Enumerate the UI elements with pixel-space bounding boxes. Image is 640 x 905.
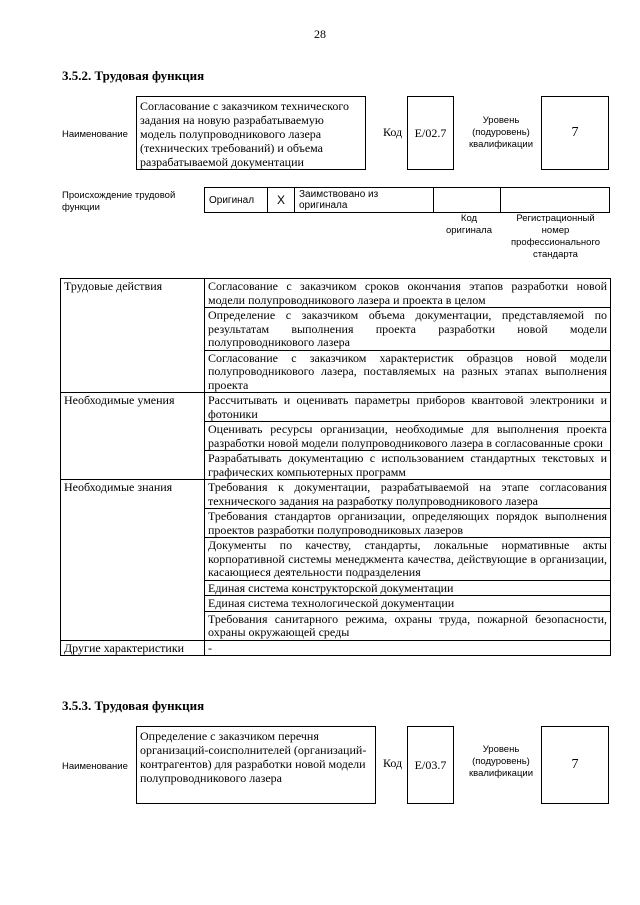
origin-table — [204, 187, 610, 213]
page-number: 28 — [314, 27, 326, 41]
list-item: - — [205, 640, 611, 656]
name-label: Наименование — [62, 129, 128, 140]
function-name-box: Согласование с заказчиком технического задания на новую разрабатываемую модель полупроводникового лазера (технических требований) и объема разрабатываемой документации — [136, 96, 366, 170]
qualification-level-box: 7 — [541, 96, 609, 170]
reg-number-cell — [501, 188, 610, 213]
level-label: Уровень (подуровень) квалификации — [468, 115, 534, 150]
list-item: Требования санитарного режима, охраны труда, пожарной безопасности, охраны окружающей среды — [205, 611, 611, 640]
category-other: Другие характеристики — [61, 640, 205, 656]
section-title-3-5-3: 3.5.3. Трудовая функция — [62, 698, 205, 713]
code-label: Код — [383, 125, 403, 139]
table-row — [61, 480, 611, 509]
list-item: Оценивать ресурсы организации, необходимые для выполнения проекта разработки новой модели полупроводникового лазера в согласованные сроки — [205, 422, 611, 451]
code-of-original-cell — [434, 188, 501, 213]
qualification-level-box-2: 7 — [541, 726, 609, 804]
category-labor-actions: Трудовые действия — [61, 279, 205, 393]
code-label-2: Код — [383, 756, 403, 770]
reg-number-label: Регистрационный номер профессионального стандарта — [511, 213, 600, 260]
list-item: Требования стандартов организации, определяющих порядок выполнения проектов разработки полупроводниковых лазеров — [205, 509, 611, 538]
table-row — [61, 279, 611, 308]
table-row — [61, 393, 611, 422]
borrowed-label: Заимствовано из оригинала — [295, 188, 434, 213]
list-item: Единая система технологической документации — [205, 596, 611, 612]
list-item: Согласование с заказчиком сроков окончания этапов разработки новой модели полупроводникового лазера и проекта в целом — [205, 279, 611, 308]
code-of-original-label: Код оригинала — [445, 213, 492, 236]
category-required-knowledge: Необходимые знания — [61, 480, 205, 641]
list-item: Рассчитывать и оценивать параметры приборов квантовой электроники и фотоники — [205, 393, 611, 422]
category-required-skills: Необходимые умения — [61, 393, 205, 480]
list-item: Определение с заказчиком объема документации, представляемой по результатам выполнения проекта разработки новой модели полупроводникового лазера — [205, 308, 611, 351]
function-details-table — [60, 278, 611, 656]
original-label: Оригинал — [205, 188, 268, 213]
name-label-2: Наименование — [62, 761, 128, 772]
list-item: Согласование с заказчиком характеристик образцов новой модели полупроводникового лазера, поставляемых на разных этапах выполнения проекта — [205, 350, 611, 393]
list-item: Требования к документации, разрабатываемой на этапе согласования технического задания на разработку полупроводникового лазера — [205, 480, 611, 509]
origin-label: Происхождение трудовой функции — [62, 190, 176, 213]
function-name-box-2: Определение с заказчиком перечня организаций-соисполнителей (организаций-контрагентов) для разработки новой модели полупроводникового лазера — [136, 726, 376, 804]
original-mark: X — [268, 188, 295, 213]
level-label-2: Уровень (подуровень) квалификации — [468, 744, 534, 779]
list-item: Документы по качеству, стандарты, локальные нормативные акты корпоративной системы менеджмента качества, действующие в организации, касающиеся деятельности подразделения — [205, 538, 611, 581]
list-item: Разрабатывать документацию с использованием стандартных текстовых и графических компьютерных программ — [205, 451, 611, 480]
function-code-box: E/02.7 — [407, 96, 454, 170]
table-row — [61, 640, 611, 656]
function-code-box-2: E/03.7 — [407, 726, 454, 804]
list-item: Единая система конструкторской документации — [205, 580, 611, 596]
section-title-3-5-2: 3.5.2. Трудовая функция — [62, 68, 205, 83]
